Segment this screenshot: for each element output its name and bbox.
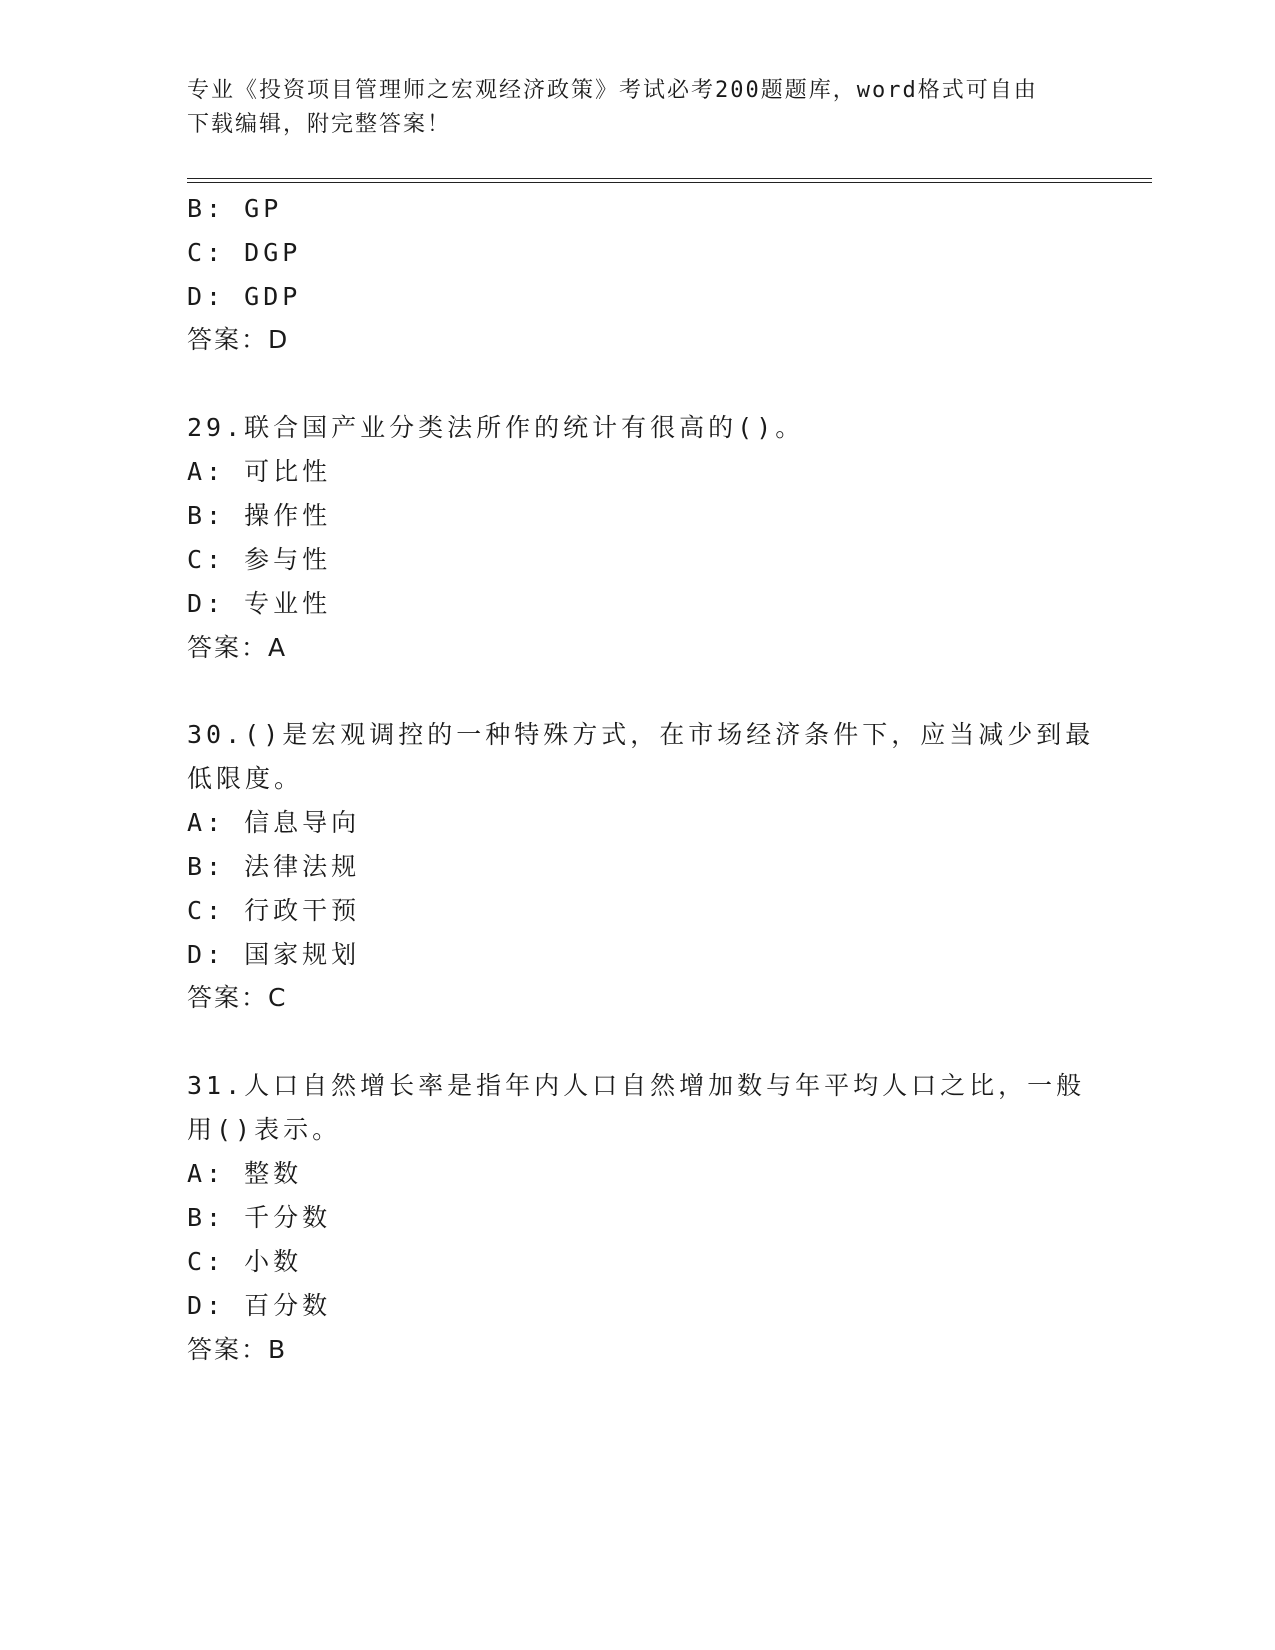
q28-option-b: B: GP	[187, 194, 283, 223]
q31-option-b: B: 千分数	[187, 1203, 332, 1232]
q28-option-c: C: DGP	[187, 238, 302, 267]
q31-option-d: D: 百分数	[187, 1291, 332, 1320]
document-header	[187, 74, 1067, 142]
q28-option-d: D: GDP	[187, 282, 302, 311]
q28-answer: 答案：D	[187, 325, 290, 354]
q30-option-b: B: 法律法规	[187, 852, 361, 881]
q29-option-a: A: 可比性	[187, 457, 332, 486]
q31-option-a: A: 整数	[187, 1159, 303, 1188]
q30-answer: 答案：C	[187, 983, 288, 1012]
q31-answer: 答案：B	[187, 1335, 288, 1364]
q30-stem-line-2: 低限度。	[187, 764, 304, 793]
q31-option-c: C: 小数	[187, 1247, 303, 1276]
q31-stem-line-2: 用()表示。	[187, 1115, 342, 1144]
q29-stem: 29.联合国产业分类法所作的统计有很高的()。	[187, 413, 805, 442]
q29-option-d: D: 专业性	[187, 589, 332, 618]
q31-stem-line-1: 31.人口自然增长率是指年内人口自然增加数与年平均人口之比，一般	[187, 1071, 1086, 1100]
q30-stem-line-1: 30.()是宏观调控的一种特殊方式，在市场经济条件下，应当减少到最	[187, 720, 1095, 749]
q30-option-a: A: 信息导向	[187, 808, 361, 837]
q29-option-c: C: 参与性	[187, 545, 332, 574]
header-line-1: 专业《投资项目管理师之宏观经济政策》考试必考200题题库，word格式可自由	[187, 78, 1038, 103]
q30-option-c: C: 行政干预	[187, 896, 361, 925]
q29-option-b: B: 操作性	[187, 501, 332, 530]
header-line-2: 下载编辑，附完整答案！	[187, 112, 452, 137]
header-divider-bottom	[187, 182, 1152, 183]
header-divider-top	[187, 178, 1152, 179]
q29-answer: 答案：A	[187, 633, 288, 662]
q30-option-d: D: 国家规划	[187, 940, 361, 969]
